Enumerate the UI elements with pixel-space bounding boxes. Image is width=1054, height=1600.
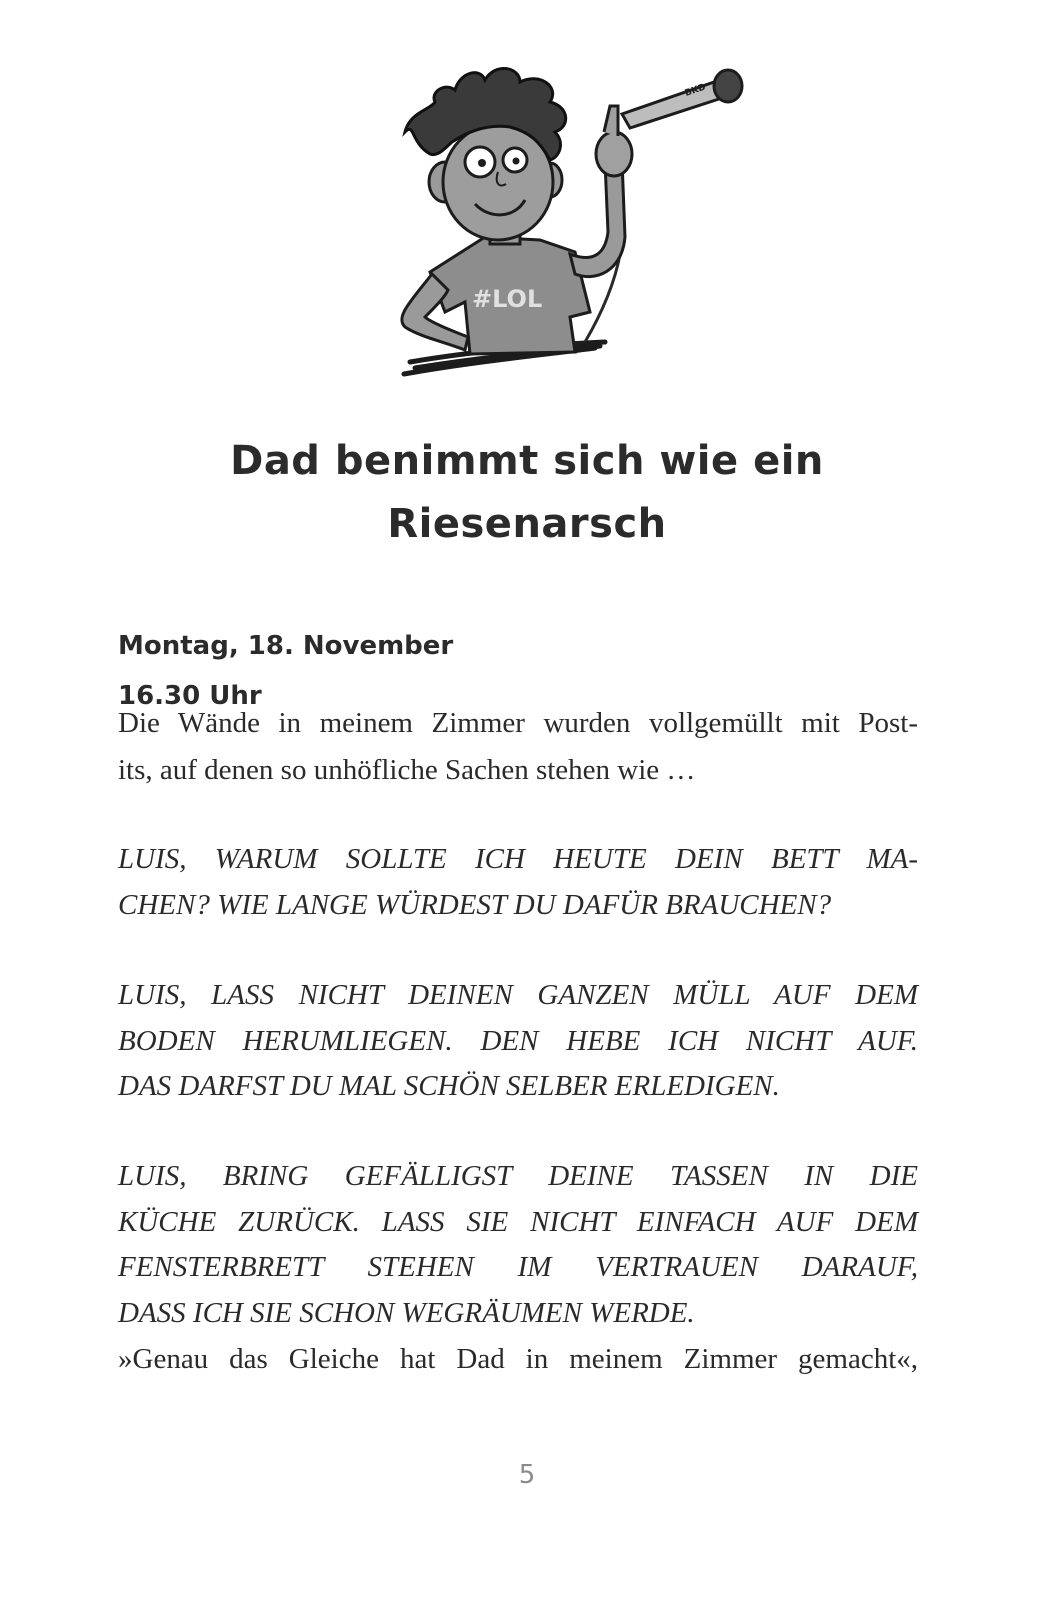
- entry-date: Montag, 18. November: [118, 631, 454, 661]
- note2-line-3: DAS DARFST DU MAL SCHÖN SELBER ERLEDIGEN.: [118, 1070, 780, 1102]
- note2-line-1: LUIS, LASS NICHT DEINEN GANZEN MÜLL AUF DEM: [118, 979, 918, 1011]
- note3-line-3: FENSTERBRETT STEHEN IM VERTRAUEN DARAUF,: [118, 1251, 918, 1283]
- right-arm: [570, 160, 625, 277]
- chapter-title-line-1: Dad benimmt sich wie ein: [230, 438, 824, 484]
- microphone-label: BKD: [683, 82, 708, 99]
- note1-line-2: CHEN? WIE LANGE WÜRDEST DU DAFÜR BRAUCHEN?: [118, 889, 832, 921]
- closing-line-1: »Genau das Gleiche hat Dad in meinem Zimmer gemacht«,: [118, 1343, 918, 1375]
- shirt-lol-text: #LOL: [472, 285, 543, 313]
- intro-line-2: its, auf denen so unhöfliche Sachen stehen wie …: [118, 754, 696, 786]
- intro-line-1: Die Wände in meinem Zimmer wurden vollgemüllt mit Post-: [118, 707, 918, 739]
- hand: [596, 132, 632, 176]
- note2-line-2: BODEN HERUMLIEGEN. DEN HEBE ICH NICHT AUF.: [118, 1025, 918, 1057]
- note1-line-1: LUIS, WARUM SOLLTE ICH HEUTE DEIN BETT MA-: [118, 843, 918, 875]
- microphone: [622, 70, 742, 128]
- note3-line-2: KÜCHE ZURÜCK. LASS SIE NICHT EINFACH AUF DEM: [118, 1206, 918, 1238]
- chapter-title: [120, 430, 934, 556]
- note3-line-4: DASS ICH SIE SCHON WEGRÄUMEN WERDE.: [118, 1297, 695, 1329]
- chapter-title-line-2: Riesenarsch: [387, 501, 667, 547]
- entry-time: 16.30 Uhr: [118, 681, 262, 711]
- note3-line-1: LUIS, BRING GEFÄLLIGST DEINE TASSEN IN DIE: [118, 1160, 918, 1192]
- boy-with-microphone-illustration: [390, 62, 770, 392]
- page-number: 5: [518, 1460, 536, 1490]
